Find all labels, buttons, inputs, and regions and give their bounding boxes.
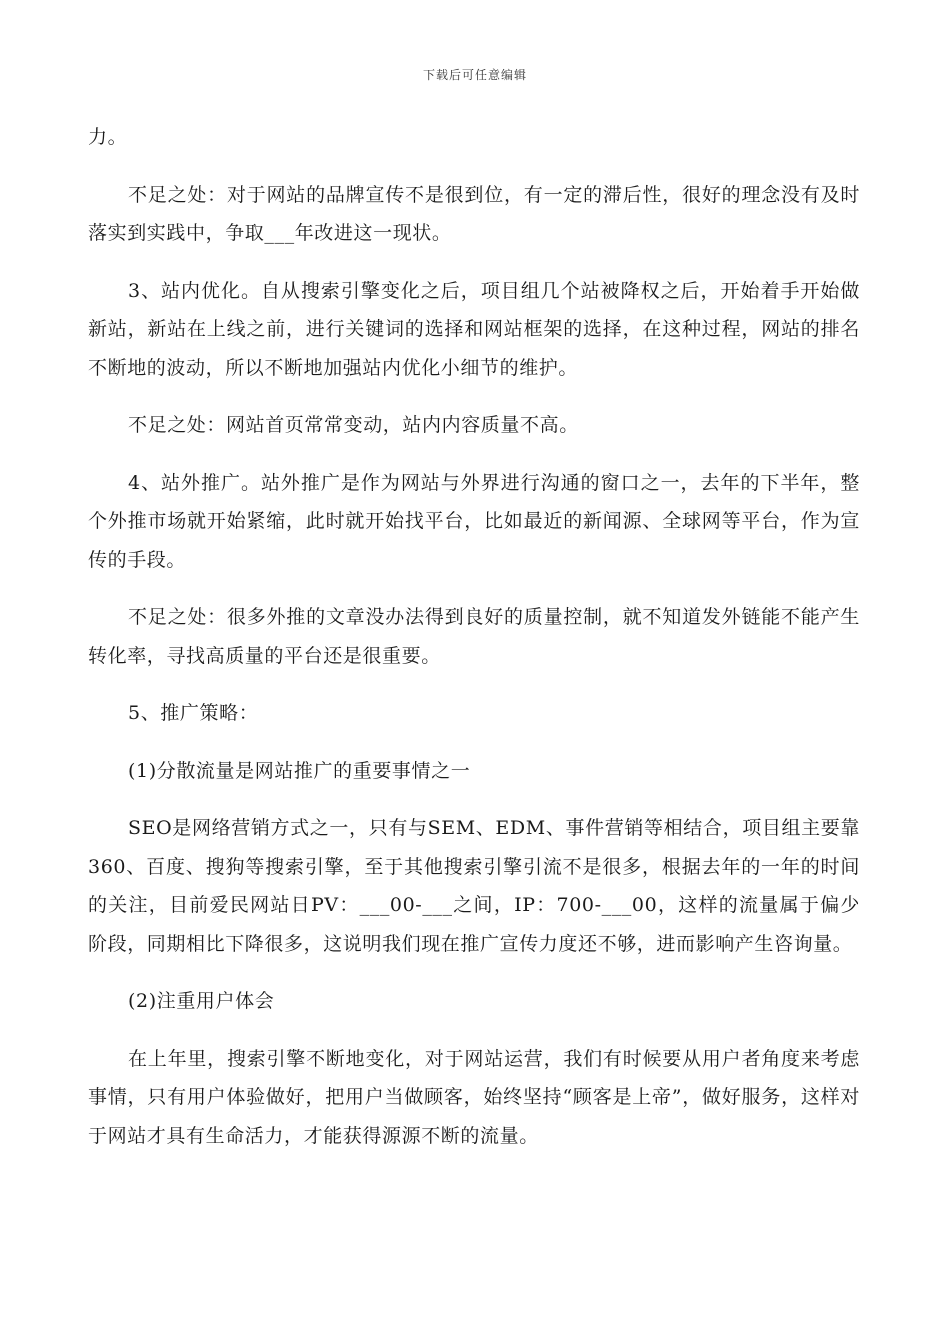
- paragraph-subheading-traffic: (1)分散流量是网站推广的重要事情之一: [128, 759, 471, 782]
- paragraph-offsite-promotion: 4、站外推广。站外推广是作为网站与外界进行沟通的窗口之一，去年的下半年，整个外推市场就开始紧缩，此时就开始找平台，比如最近的新闻源、全球网等平台，作为宣传的手段。: [88, 471, 860, 571]
- document-body: [88, 118, 860, 1155]
- paragraph-user-experience: 在上年里，搜索引擎不断地变化，对于网站运营，我们有时候要从用户者角度来考虑事情，只有用户体验做好，把用户当做顾客，始终坚持“顾客是上帝”，做好服务，这样对于网站才具有生命活力，才能获得源源不断的流量。: [88, 1047, 860, 1147]
- paragraph-shortcoming-brand: 不足之处：对于网站的品牌宣传不是很到位，有一定的滞后性，很好的理念没有及时落实到实践中，争取___年改进这一现状。: [88, 183, 860, 244]
- paragraph-continuation: 力。: [88, 126, 128, 148]
- paragraph-shortcoming-onsite: 不足之处：网站首页常常变动，站内内容质量不高。: [128, 414, 579, 436]
- paragraph-promotion-strategy-heading: 5、推广策略：: [128, 702, 259, 724]
- paragraph-subheading-user-experience: (2)注重用户体会: [128, 990, 275, 1012]
- paragraph-onsite-optimization: 3、站内优化。自从搜索引擎变化之后，项目组几个站被降权之后，开始着手开始做新站，新站在上线之前，进行关键词的选择和网站框架的选择，在这种过程，网站的排名不断地的波动，所以不断地加强站内优化小细节的维护。: [88, 279, 860, 379]
- paragraph-seo-traffic: SEO是网络营销方式之一，只有与SEM、EDM、事件营销等相结合，项目组主要靠360、百度、搜狗等搜索引擎，至于其他搜索引擎引流不是很多，根据去年的一年的时间的关注，目前爱民网站日PV：___00-___之间，IP：700-___00，这样的流量属于偏少阶段，同期相比下降很多，这说明我们现在推广宣传力度还不够，进而影响产生咨询量。: [88, 817, 860, 955]
- page-header-note: 下载后可任意编辑: [422, 68, 527, 82]
- paragraph-shortcoming-offsite: 不足之处：很多外推的文章没办法得到良好的质量控制，就不知道发外链能不能产生转化率，寻找高质量的平台还是很重要。: [88, 606, 860, 667]
